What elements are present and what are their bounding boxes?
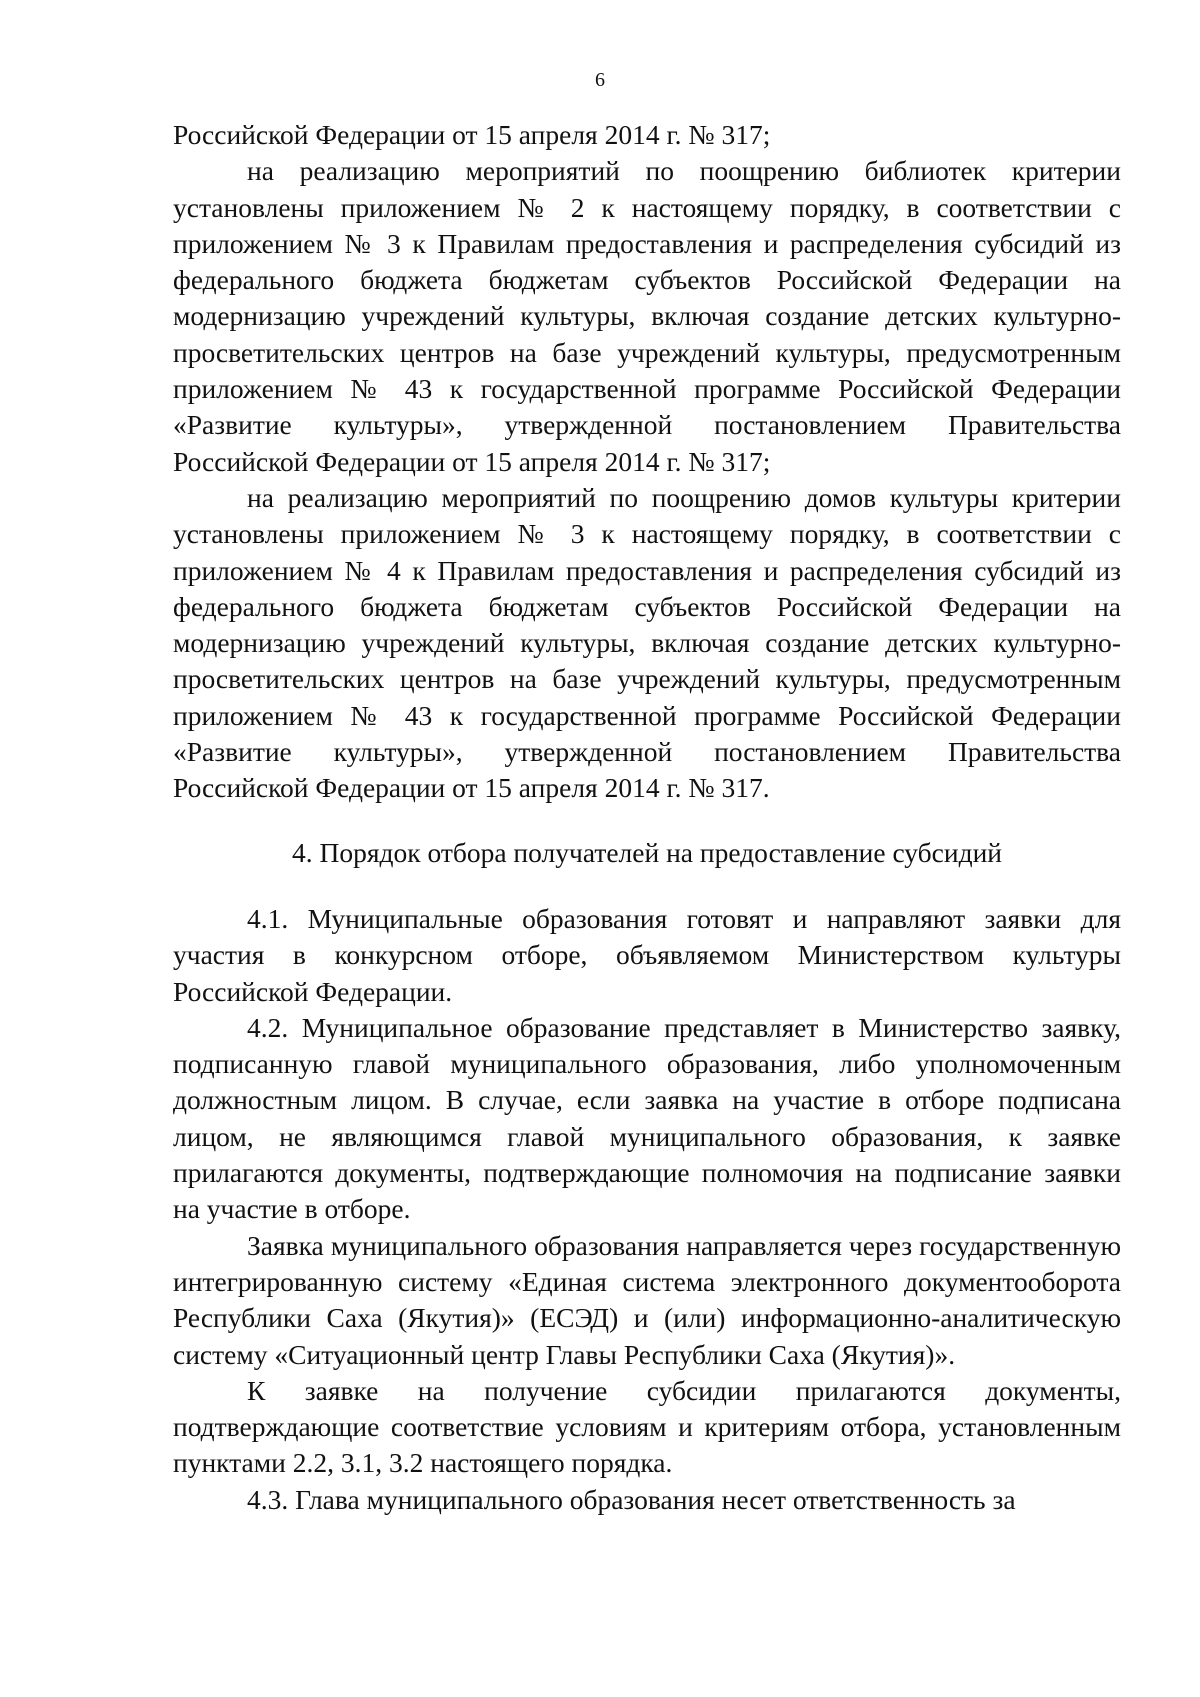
paragraph-4-3: 4.3. Глава муниципального образования несет ответственность за [247,1483,1016,1515]
document-body [173,117,1121,1518]
page-number: 6 [595,69,605,91]
paragraph-culture-houses-criteria: на реализацию мероприятий по поощрению домов культуры критерии установлены приложением № 3 к настоящему порядку, в соответствии с приложением № 4 к Правилам предоставления и распределения субсидий из федерального бюджета бюджетам субъектов Российской Федерации на модернизацию учреждений культуры, включая создание детских культурно-просветительских центров на базе учреждений культуры, предусмотренным приложением № 43 к государственной программе Российской Федерации «Развитие культуры», утвержденной постановлением Правительства Российской Федерации от 15 апреля 2014 г. № 317. [173,481,1121,804]
section-heading: 4. Порядок отбора получателей на предоставление субсидий [291,836,1003,868]
paragraph-attached-documents: К заявке на получение субсидии прилагаются документы, подтверждающие соответствие условиям и критериям отбора, установленным пунктами 2.2, 3.1, 3.2 настоящего порядка. [173,1374,1121,1479]
paragraph-libraries-criteria: на реализацию мероприятий по поощрению библиотек критерии установлены приложением № 2 к настоящему порядку, в соответствии с приложением № 3 к Правилам предоставления и распределения субсидий из федерального бюджета бюджетам субъектов Российской Федерации на модернизацию учреждений культуры, включая создание детских культурно-просветительских центров на базе учреждений культуры, предусмотренным приложением № 43 к государственной программе Российской Федерации «Развитие культуры», утвержденной постановлением Правительства Российской Федерации от 15 апреля 2014 г. № 317; [173,155,1121,477]
paragraph-4-2: 4.2. Муниципальное образование представляет в Министерство заявку, подписанную главой муниципального образования, либо уполномоченным должностным лицом. В случае, если заявка на участие в отборе подписана лицом, не являющимся главой муниципального образования, к заявке прилагаются документы, подтверждающие полномочия на подписание заявки на участие в отборе. [173,1011,1121,1225]
paragraph-application-submission: Заявка муниципального образования направляется через государственную интегрированную систему «Единая система электронного документооборота Республики Саха (Якутия)» (ЕСЭД) и (или) информационно-аналитическую систему «Ситуационный центр Главы Республики Саха (Якутия)». [173,1229,1121,1370]
spacer [173,871,1121,901]
paragraph-continuation: Российской Федерации от 15 апреля 2014 г. № 317; [173,119,771,150]
spacer [173,807,1121,835]
paragraph-4-1: 4.1. Муниципальные образования готовят и направляют заявки для участия в конкурсном отборе, объявляемом Министерством культуры Российской Федерации. [173,902,1121,1007]
